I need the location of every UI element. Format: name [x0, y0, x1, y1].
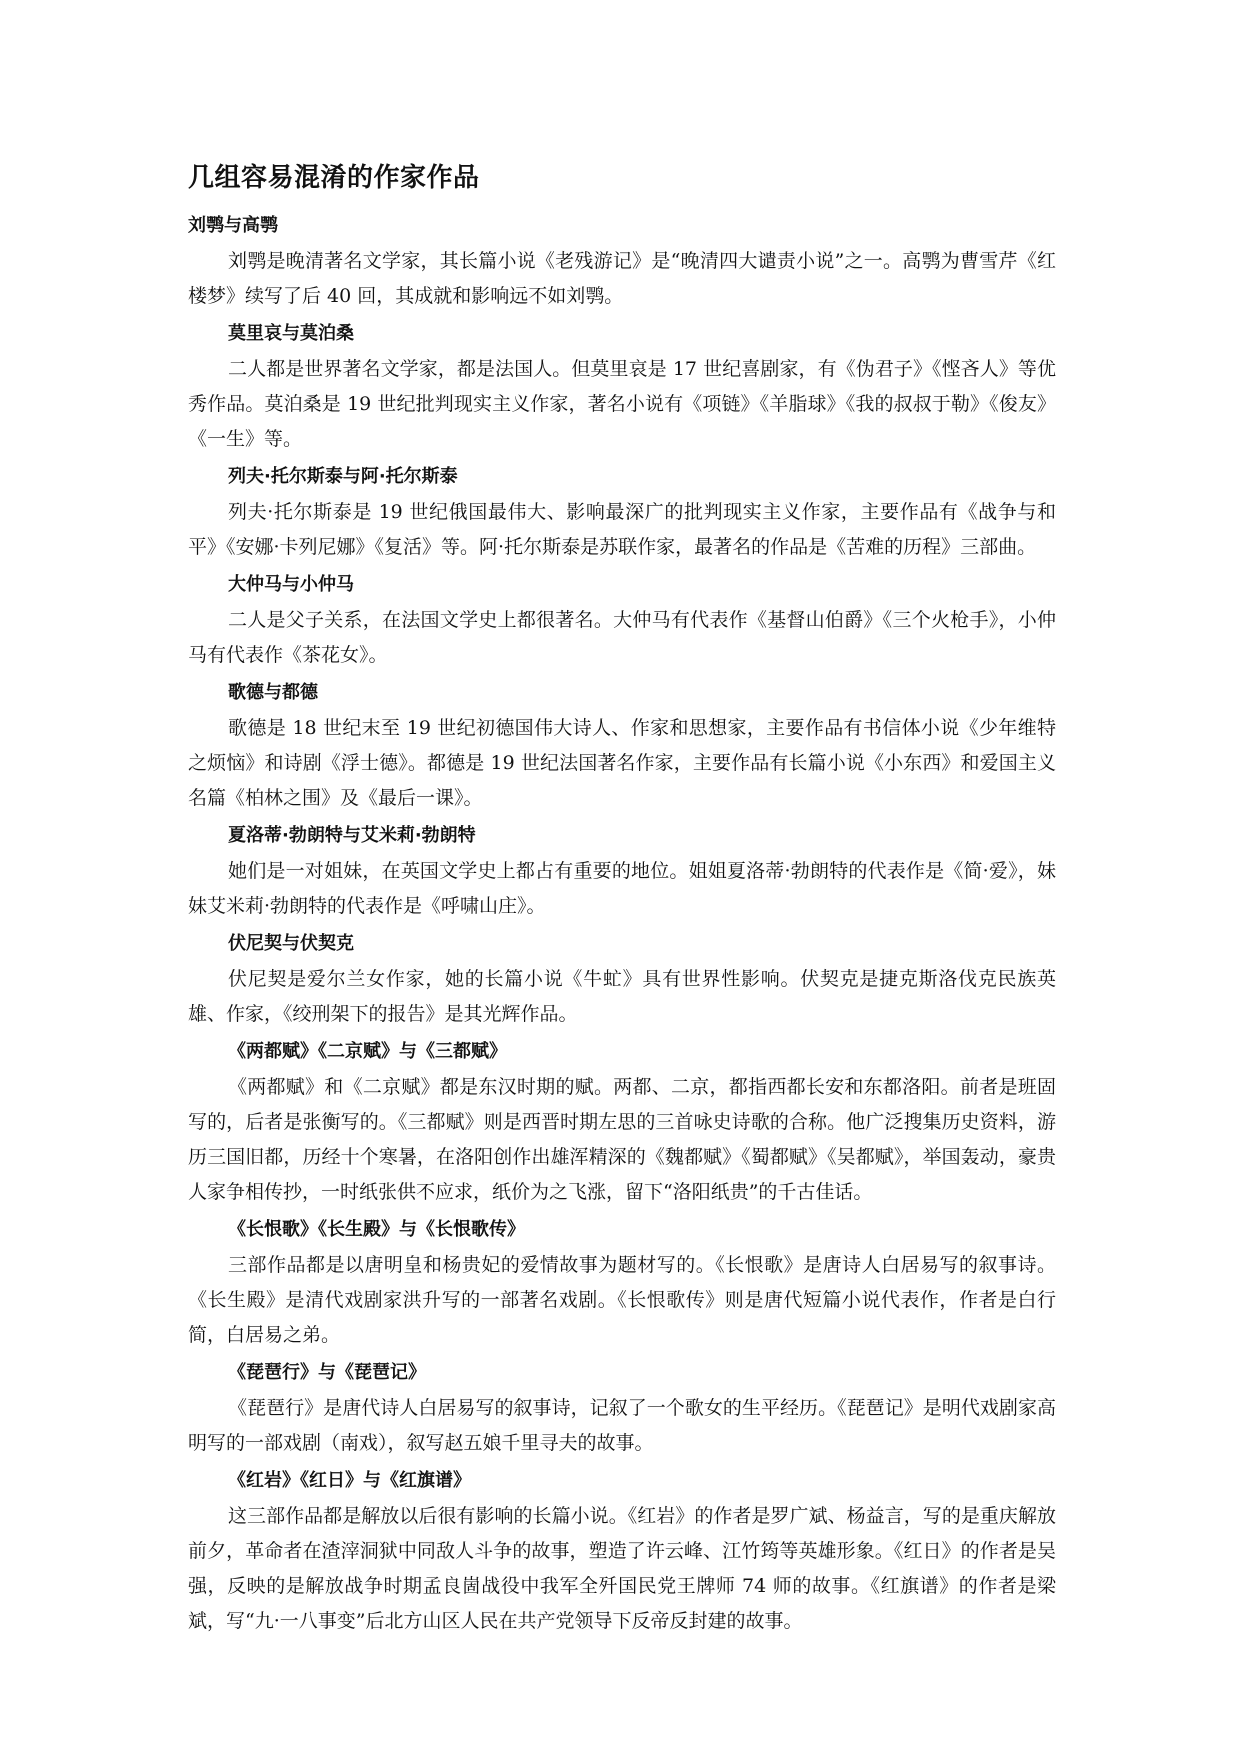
section-liu-e-gao-e	[188, 212, 1056, 314]
section-heading: 歌德与都德	[228, 682, 318, 703]
section-heading: 大仲马与小仲马	[228, 574, 354, 595]
section-moliere-maupassant	[188, 320, 1056, 457]
section-tolstoy	[188, 463, 1056, 565]
section-changhen	[188, 1216, 1056, 1353]
section-body: 列夫·托尔斯泰是 19 世纪俄国最伟大、影响最深广的批判现实主义作家，主要作品有《战争与和平》《安娜·卡列尼娜》《复活》等。阿·托尔斯泰是苏联作家，最著名的作品是《苦难的历程》三部曲。	[188, 501, 1056, 558]
section-body: 歌德是 18 世纪末至 19 世纪初德国伟大诗人、作家和思想家，主要作品有书信体小说《少年维特之烦恼》和诗剧《浮士德》。都德是 19 世纪法国著名作家，主要作品有长篇小说《小东西》和爱国主义名篇《柏林之围》及《最后一课》。	[188, 717, 1056, 809]
document-title: 几组容易混淆的作家作品	[188, 163, 480, 193]
section-body: 刘鹗是晚清著名文学家，其长篇小说《老残游记》是“晚清四大谴责小说”之一。高鹗为曹雪芹《红楼梦》续写了后 40 回，其成就和影响远不如刘鹗。	[188, 250, 1056, 307]
section-red-novels	[188, 1467, 1056, 1639]
section-heading: 伏尼契与伏契克	[228, 933, 354, 954]
section-heading: 刘鹗与高鹗	[188, 215, 278, 236]
section-heading: 夏洛蒂·勃朗特与艾米莉·勃朗特	[228, 825, 476, 846]
section-heading: 《两都赋》《二京赋》与《三都赋》	[228, 1041, 507, 1062]
section-body: 伏尼契是爱尔兰女作家，她的长篇小说《牛虻》具有世界性影响。伏契克是捷克斯洛伐克民族英雄、作家，《绞刑架下的报告》是其光辉作品。	[188, 968, 1056, 1025]
section-body: 三部作品都是以唐明皇和杨贵妃的爱情故事为题材写的。《长恨歌》是唐诗人白居易写的叙事诗。《长生殿》是清代戏剧家洪升写的一部著名戏剧。《长恨歌传》则是唐代短篇小说代表作，作者是白行简，白居易之弟。	[188, 1254, 1056, 1346]
section-heading: 《长恨歌》《长生殿》与《长恨歌传》	[228, 1219, 525, 1240]
section-fu	[188, 1038, 1056, 1210]
section-body: 二人是父子关系，在法国文学史上都很著名。大仲马有代表作《基督山伯爵》《三个火枪手》，小仲马有代表作《茶花女》。	[188, 609, 1056, 666]
section-body: 《两都赋》和《二京赋》都是东汉时期的赋。两都、二京，都指西都长安和东都洛阳。前者是班固写的，后者是张衡写的。《三都赋》则是西晋时期左思的三首咏史诗歌的合称。他广泛搜集历史资料，游历三国旧都，历经十个寒暑，在洛阳创作出雄浑精深的《魏都赋》《蜀都赋》《吴都赋》，举国轰动，豪贵人家争相传抄，一时纸张供不应求，纸价为之飞涨，留下“洛阳纸贵”的千古佳话。	[188, 1076, 1056, 1203]
section-body: 《琵琶行》是唐代诗人白居易写的叙事诗，记叙了一个歌女的生平经历。《琵琶记》是明代戏剧家高明写的一部戏剧（南戏），叙写赵五娘千里寻夫的故事。	[188, 1397, 1056, 1454]
section-bronte	[188, 822, 1056, 924]
section-heading: 《琵琶行》与《琵琶记》	[228, 1362, 426, 1383]
section-body: 二人都是世界著名文学家，都是法国人。但莫里哀是 17 世纪喜剧家，有《伪君子》《悭吝人》等优秀作品。莫泊桑是 19 世纪批判现实主义作家，著名小说有《项链》《羊脂球》《我的叔叔于勒》《俊友》《一生》等。	[188, 358, 1056, 450]
section-dumas	[188, 571, 1056, 673]
document-content	[188, 158, 1056, 1645]
section-heading: 列夫·托尔斯泰与阿·托尔斯泰	[228, 466, 458, 487]
section-heading: 《红岩》《红日》与《红旗谱》	[228, 1470, 471, 1491]
section-voynich-fucik	[188, 930, 1056, 1032]
section-goethe-daudet	[188, 679, 1056, 816]
section-heading: 莫里哀与莫泊桑	[228, 323, 354, 344]
section-body: 这三部作品都是解放以后很有影响的长篇小说。《红岩》的作者是罗广斌、杨益言，写的是重庆解放前夕，革命者在渣滓洞狱中同敌人斗争的故事，塑造了许云峰、江竹筠等英雄形象。《红日》的作者是吴强，反映的是解放战争时期孟良崮战役中我军全歼国民党王牌师 74 师的故事。《红旗谱》的作者是梁斌，写“九·一八事变”后北方山区人民在共产党领导下反帝反封建的故事。	[188, 1505, 1056, 1632]
section-pipa	[188, 1359, 1056, 1461]
section-body: 她们是一对姐妹，在英国文学史上都占有重要的地位。姐姐夏洛蒂·勃朗特的代表作是《简·爱》，妹妹艾米莉·勃朗特的代表作是《呼啸山庄》。	[188, 860, 1056, 917]
